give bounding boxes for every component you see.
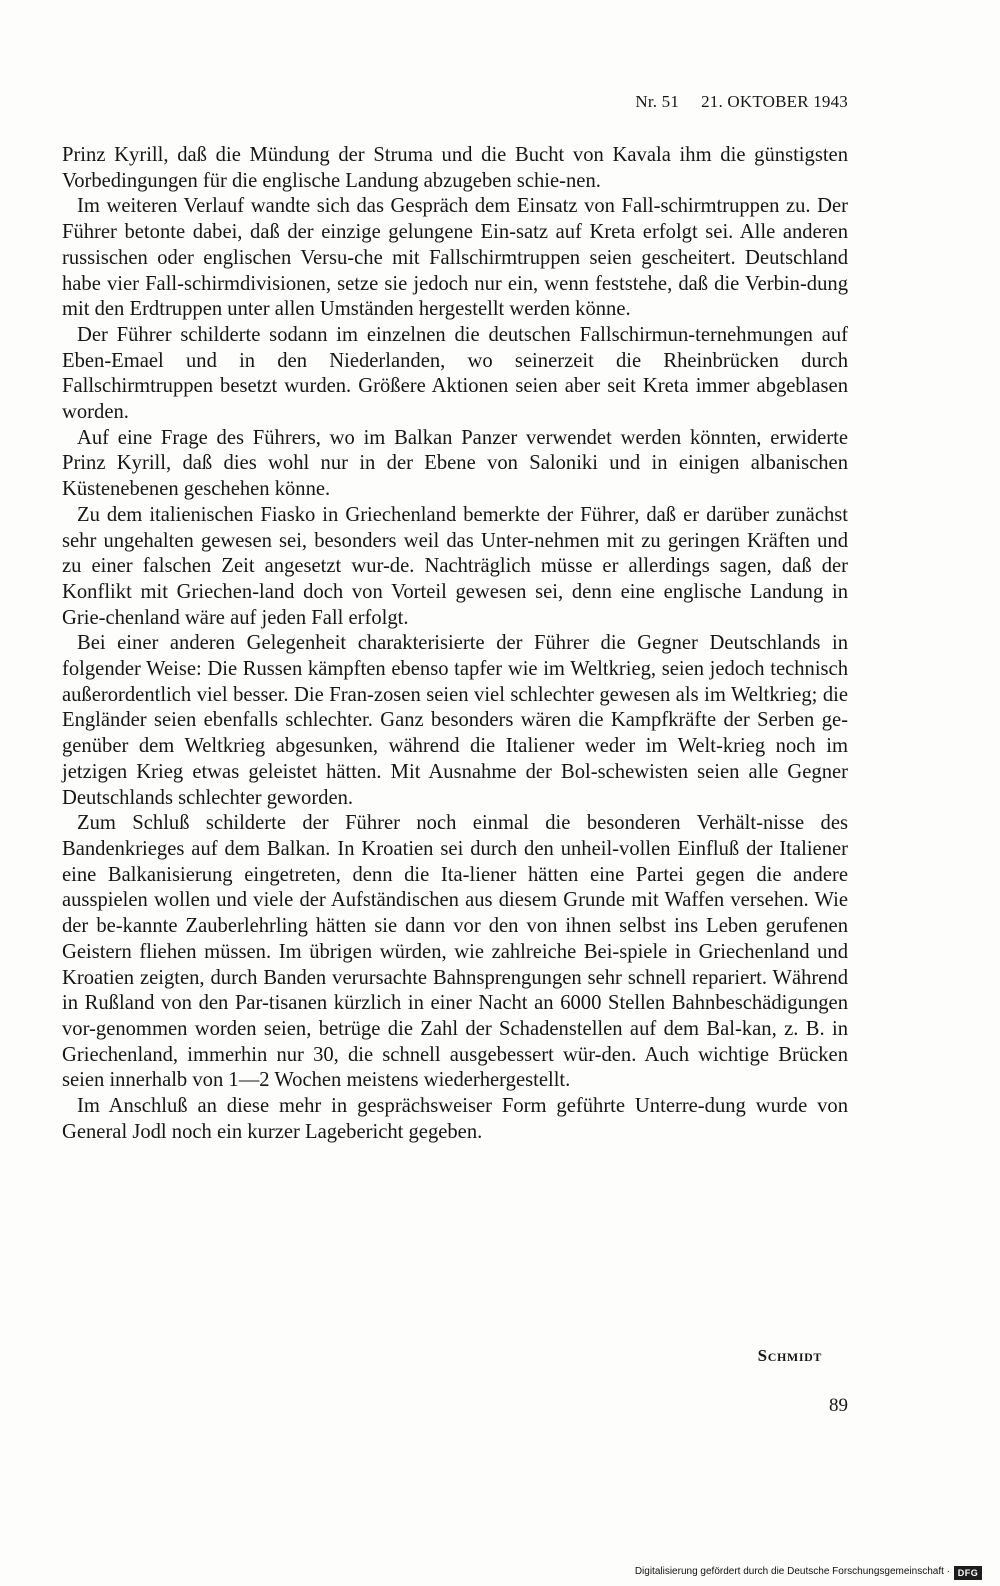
- dfg-logo-icon: DFG: [954, 1566, 982, 1580]
- paragraph-6: Bei einer anderen Gelegenheit charakterisierte der Führer die Gegner Deutschlands in folgender Weise: Die Russen kämpften ebenso tapfer wie im Weltkrieg, seien jedoch technisch außerordentlich viel besser. Die Fran-zosen seien viel schlechter gewesen als im Weltkrieg; die Engländer seien ebenfalls schlechter. Ganz besonders wären die Kampfkräfte der Serben ge-genüber dem Weltkrieg abgesunken, während die Italiener weder im Welt-krieg noch im jetzigen Krieg etwas geleistet hätten. Mit Ausnahme der Bol-schewisten seien alle Gegner Deutschlands schlechter geworden.: [62, 632, 848, 809]
- running-header: [0, 92, 848, 112]
- paragraph-5: Zu dem italienischen Fiasko in Griechenland bemerkte der Führer, daß er darüber zunächst sehr ungehalten gewesen sei, besonders weil das Unter-nehmen mit zu geringen Kräften und zu einer falschen Zeit angesetzt wur-de. Nachträglich müsse er allerdings sagen, daß der Konflikt mit Griechen-land doch von Vorteil gewesen sei, denn eine englische Landung in Grie-chenland wäre auf jeden Fall erfolgt.: [62, 503, 848, 629]
- paragraph-3: Der Führer schilderte sodann im einzelnen die deutschen Fallschirmun-ternehmungen auf Eben-Emael und in den Niederlanden, wo seinerzeit die Rheinbrücken durch Fallschirmtruppen besetzt wurden. Größere Aktionen seien aber seit Kreta immer abgeblasen worden.: [62, 323, 848, 424]
- issue-date: 21. OKTOBER 1943: [701, 92, 848, 111]
- signature: Schmidt: [757, 1346, 822, 1365]
- paragraph-2: Im weiteren Verlauf wandte sich das Gespräch dem Einsatz von Fall-schirmtruppen zu. Der Führer betonte dabei, daß der einzige gelungene Ein-satz auf Kreta erfolgt sei. Alle anderen russischen oder englischen Versu-che mit Fallschirmtruppen seien gescheitert. Deutschland habe vier Fall-schirmdivisionen, setze sie jedoch nur ein, wenn feststehe, daß die Verbin-dung mit den Erdtruppen unter allen Umständen hergestellt werden könne.: [62, 195, 848, 321]
- funding-footer: Digitalisierung gefördert durch die Deutsche Forschungsgemeinschaft ·: [634, 1566, 950, 1577]
- paragraph-8: Im Anschluß an diese mehr in gesprächsweiser Form geführte Unterre-dung wurde von General Jodl noch ein kurzer Lagebericht gegeben.: [62, 1095, 848, 1143]
- body-text: [62, 143, 848, 1145]
- paragraph-7: Zum Schluß schilderte der Führer noch einmal die besonderen Verhält-nisse des Bandenkrieges auf dem Balkan. In Kroatien sei durch den unheil-vollen Einfluß der Italiener eine Balkanisierung eingetreten, denn die Ita-liener hätten eine Partei gegen die andere ausspielen wollen und viele der Aufständischen aus diesem Grunde mit Waffen versehen. Wie der be-kannte Zauberlehrling hätten sie dann vor den von ihnen selbst ins Leben gerufenen Geistern fliehen müssen. Im übrigen würden, wie zahlreiche Bei-spiele in Griechenland und Kroatien zeigten, durch Banden verursachte Bahnsprengungen sehr schnell repariert. Während in Rußland von den Par-tisanen kürzlich in einer Nacht an 6000 Stellen Bahnbeschädigungen vor-genommen worden seien, betrüge die Zahl der Schadenstellen auf dem Bal-kan, z. B. in Griechenland, immerhin nur 30, die schnell ausgebessert wür-den. Auch wichtige Brücken seien innerhalb von 1—2 Wochen meistens wiederhergestellt.: [62, 812, 848, 1092]
- paragraph-4: Auf eine Frage des Führers, wo im Balkan Panzer verwendet werden könnten, erwiderte Prinz Kyrill, daß dies wohl nur in der Ebene von Saloniki und in einigen albanischen Küstenebenen geschehen könne.: [62, 426, 848, 501]
- page-number: 89: [829, 1395, 848, 1416]
- paragraph-1: Prinz Kyrill, daß die Mündung der Struma und die Bucht von Kavala ihm die günstigsten Vorbedingungen für die englische Landung abzugeben schie-nen.: [62, 144, 848, 192]
- issue-number: Nr. 51: [635, 92, 680, 111]
